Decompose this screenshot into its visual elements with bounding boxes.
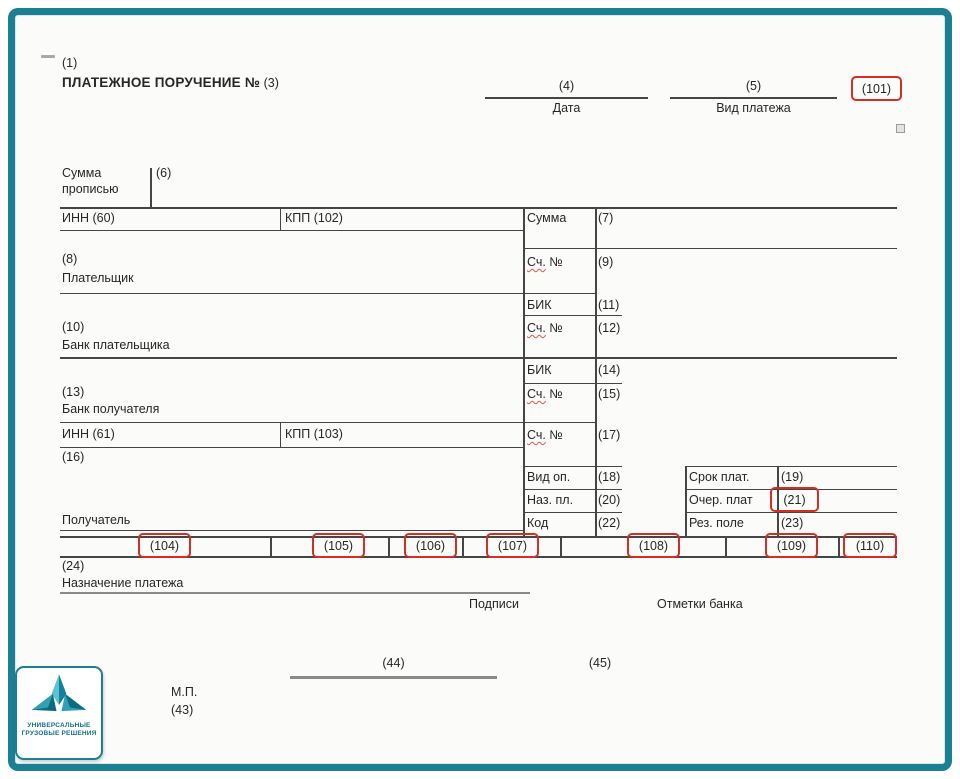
field-20: (20) xyxy=(598,493,621,507)
divider-line xyxy=(60,530,523,531)
payment-type-label: Вид платежа xyxy=(716,101,791,115)
payer-label: Плательщик xyxy=(62,271,134,285)
resize-handle xyxy=(896,124,905,133)
stamp-label: М.П. xyxy=(171,685,198,699)
payer-inn: ИНН (60) xyxy=(62,211,115,225)
divider-line xyxy=(60,357,897,359)
divider-line xyxy=(685,512,897,513)
field-9: (9) xyxy=(598,255,614,269)
field-105: (105) xyxy=(323,538,354,553)
form-title xyxy=(62,75,279,91)
divider-line xyxy=(523,248,897,249)
field-110-box xyxy=(843,533,897,558)
field-21-box xyxy=(770,487,819,512)
field-22: (22) xyxy=(598,516,621,530)
divider-line xyxy=(685,466,897,467)
field-107-box xyxy=(486,533,539,558)
form-title-text: ПЛАТЕЖНОЕ ПОРУЧЕНИЕ № xyxy=(62,75,261,90)
divider-line xyxy=(560,537,562,556)
field-106-box xyxy=(404,533,457,558)
field-15: (15) xyxy=(598,387,621,401)
amount-words-label-1: Сумма xyxy=(62,166,102,180)
payer-kpp: КПП (102) xyxy=(285,211,343,225)
divider-line xyxy=(60,207,897,209)
payment-term-label: Срок плат. xyxy=(689,470,750,484)
bik-label-text: БИК xyxy=(527,363,552,377)
bik-label xyxy=(527,298,551,312)
account-label-pre: Сч. xyxy=(527,321,546,335)
divider-line xyxy=(685,466,687,536)
signature-line xyxy=(290,676,497,679)
account-label-pre: Сч. xyxy=(527,387,546,401)
field-7: (7) xyxy=(598,211,614,225)
sum-label xyxy=(527,211,566,225)
purpose-underline xyxy=(60,592,530,594)
field-45: (45) xyxy=(588,656,612,670)
divider-line xyxy=(523,512,622,513)
field-109-box xyxy=(765,533,818,558)
divider-line xyxy=(523,489,622,490)
divider-line xyxy=(838,537,840,556)
account-label-pre: Сч. xyxy=(527,428,546,442)
field-24: (24) xyxy=(62,559,85,573)
payee-bank-label: Банк получателя xyxy=(62,402,160,416)
payer-bank-label: Банк плательщика xyxy=(62,338,170,352)
account-label xyxy=(527,321,563,335)
account-label-text: № xyxy=(545,428,563,442)
divider-line xyxy=(523,207,525,537)
payment-purpose-code-label: Наз. пл. xyxy=(527,493,574,507)
divider-line xyxy=(523,466,622,467)
divider-line xyxy=(60,230,523,231)
field-104-box xyxy=(138,533,191,558)
divider-line xyxy=(280,422,281,448)
field-16: (16) xyxy=(62,450,85,464)
field-104: (104) xyxy=(149,538,180,553)
divider-line xyxy=(462,537,464,556)
field-108: (108) xyxy=(638,538,669,553)
account-label xyxy=(527,428,563,442)
stray-mark xyxy=(41,55,55,58)
field-44: (44) xyxy=(382,656,405,670)
company-logo xyxy=(15,666,103,760)
account-label xyxy=(527,387,563,401)
payee-kpp: КПП (103) xyxy=(285,427,343,441)
date-label: Дата xyxy=(552,101,581,115)
field-23: (23) xyxy=(781,516,804,530)
field-11: (11) xyxy=(598,298,620,312)
bik-label-text: БИК xyxy=(527,298,552,312)
payment-order-label: Очер. плат xyxy=(689,493,753,507)
field-101: (101) xyxy=(861,81,892,96)
field-1: (1) xyxy=(62,56,78,70)
divider-line xyxy=(388,537,390,556)
field-110: (110) xyxy=(855,538,885,553)
divider-line xyxy=(270,537,272,556)
field-13: (13) xyxy=(62,385,85,399)
reserve-field-label: Рез. поле xyxy=(689,516,744,530)
divider-line xyxy=(60,422,595,423)
divider-line xyxy=(60,293,595,294)
account-label-text: № xyxy=(545,255,563,269)
logo-text xyxy=(22,722,97,739)
amount-words-label-2: прописью xyxy=(62,182,119,196)
field-12: (12) xyxy=(598,321,621,335)
divider-line xyxy=(60,447,523,448)
bank-marks-label: Отметки банка xyxy=(657,597,743,611)
code-label: Код xyxy=(527,516,549,530)
account-label xyxy=(527,255,563,269)
account-label-text: № xyxy=(545,321,563,335)
divider-line xyxy=(280,207,281,231)
signatures-label: Подписи xyxy=(469,597,519,611)
field-43: (43) xyxy=(171,703,194,717)
divider-line xyxy=(523,383,622,384)
field-107: (107) xyxy=(497,538,528,553)
logo-line-2: ГРУЗОВЫЕ РЕШЕНИЯ xyxy=(21,730,97,738)
account-label-text: № xyxy=(545,387,563,401)
field-21: (21) xyxy=(783,492,806,507)
field-18: (18) xyxy=(598,470,621,484)
sum-label-text: Сумма xyxy=(527,211,567,225)
field-3: (3) xyxy=(263,76,279,90)
field-106: (106) xyxy=(415,538,446,553)
purpose-label: Назначение платежа xyxy=(62,576,184,590)
divider-line xyxy=(725,537,727,556)
account-label-pre: Сч. xyxy=(527,255,546,269)
divider-line xyxy=(150,168,152,207)
field-101-box xyxy=(851,76,902,101)
lotus-logo-icon xyxy=(28,673,90,721)
field-19: (19) xyxy=(781,470,804,484)
bik-label xyxy=(527,363,551,377)
field-17: (17) xyxy=(598,428,621,442)
logo-line-1: УНИВЕРСАЛЬНЫЕ xyxy=(27,722,91,729)
field-10: (10) xyxy=(62,320,85,334)
field-5: (5) xyxy=(745,79,762,93)
field-6: (6) xyxy=(156,166,172,180)
payment-type-underline xyxy=(670,97,837,99)
date-underline xyxy=(485,97,648,99)
field-4: (4) xyxy=(558,79,575,93)
field-8: (8) xyxy=(62,252,78,266)
field-109: (109) xyxy=(776,538,807,553)
divider-line xyxy=(523,315,622,316)
payee-label: Получатель xyxy=(62,513,131,527)
payee-inn: ИНН (61) xyxy=(62,427,115,441)
op-type-label: Вид оп. xyxy=(527,470,571,484)
divider-line xyxy=(595,207,597,537)
field-14: (14) xyxy=(598,363,621,377)
field-108-box xyxy=(627,533,680,558)
field-105-box xyxy=(312,533,365,558)
